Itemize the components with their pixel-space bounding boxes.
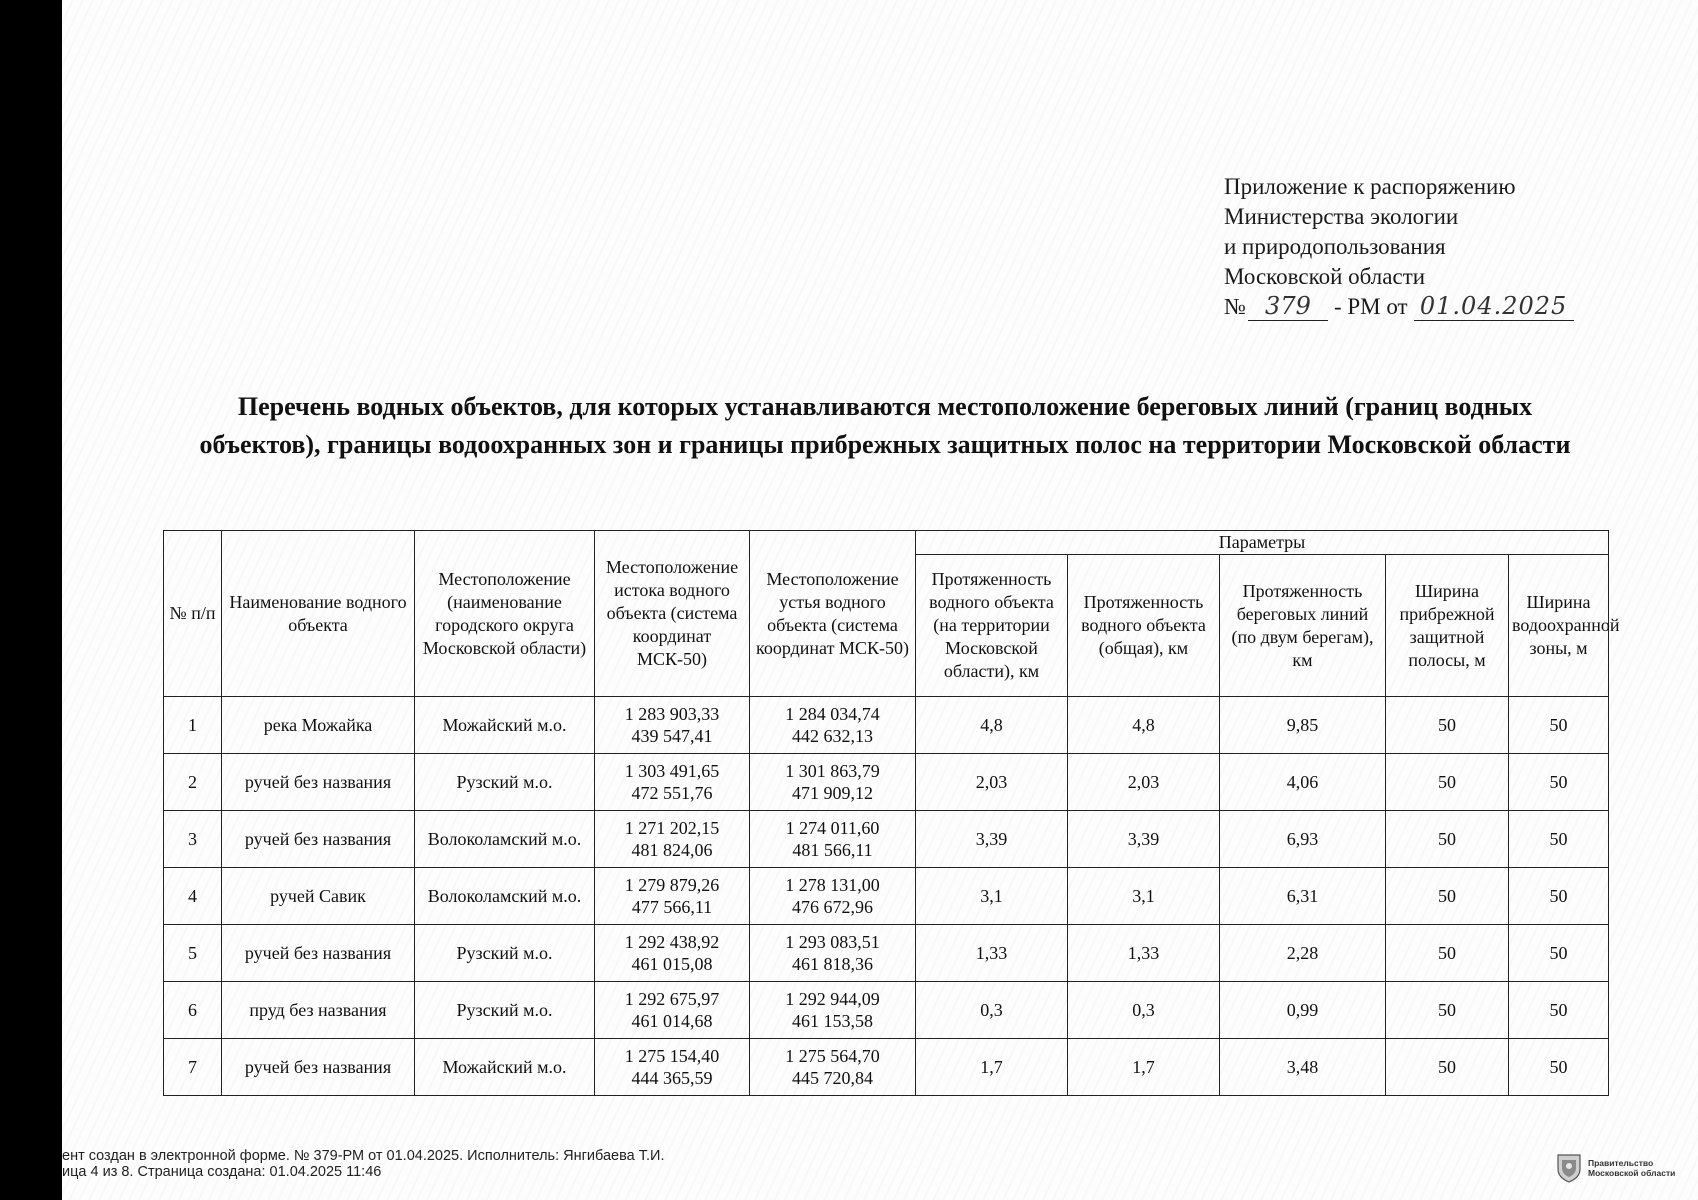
cell-coastal-width: 50 [1386,811,1509,868]
table-row [164,811,1609,868]
cell-length-total: 0,3 [1068,982,1220,1039]
cell-protection-width: 50 [1509,811,1609,868]
cell-num: 5 [164,925,222,982]
cell-coastal-width: 50 [1386,868,1509,925]
gov-logo-text [1588,1158,1675,1178]
cell-protection-width: 50 [1509,697,1609,754]
cell-shore-length: 3,48 [1220,1039,1386,1096]
scan-left-bar [0,0,62,1200]
cell-location: Рузский м.о. [415,982,595,1039]
cell-length-region: 3,39 [916,811,1068,868]
cell-location: Волоколамский м.о. [415,811,595,868]
source-y: 481 824,06 [631,840,713,860]
header-shore-length: Протяженность береговых линий (по двум берегам), км [1220,555,1386,697]
mouth-x: 1 301 863,79 [785,761,880,781]
cell-mouth [750,754,916,811]
table-row [164,1039,1609,1096]
cell-name: ручей Савик [222,868,415,925]
mouth-x: 1 278 131,00 [785,875,880,895]
rm-from-label: - РМ от [1333,294,1408,319]
header-location: Местоположение (наименование городского округа Московской области) [415,531,595,697]
cell-name: ручей без названия [222,754,415,811]
cell-length-region: 1,33 [916,925,1068,982]
source-x: 1 283 903,33 [624,704,720,724]
cell-mouth [750,1039,916,1096]
cell-source [595,868,750,925]
mouth-y: 442 632,13 [792,726,873,746]
cell-shore-length: 9,85 [1220,697,1386,754]
cell-location: Можайский м.о. [415,697,595,754]
moscow-region-emblem-icon [1556,1153,1582,1183]
cell-coastal-width: 50 [1386,982,1509,1039]
cell-location: Рузский м.о. [415,925,595,982]
cell-length-total: 2,03 [1068,754,1220,811]
cell-protection-width: 50 [1509,925,1609,982]
source-y: 461 014,68 [631,1011,713,1031]
source-y: 461 015,08 [631,954,713,974]
table-header-row-1 [164,531,1609,555]
header-num: № п/п [164,531,222,697]
cell-length-total: 1,33 [1068,925,1220,982]
header-length-total: Протяженность водного объекта (общая), км [1068,555,1220,697]
mouth-x: 1 275 564,70 [785,1046,880,1066]
cell-name: ручей без названия [222,811,415,868]
header-name: Наименование водного объекта [222,531,415,697]
cell-length-total: 3,1 [1068,868,1220,925]
cell-protection-width: 50 [1509,1039,1609,1096]
cell-coastal-width: 50 [1386,925,1509,982]
water-objects-table [163,530,1620,1096]
source-x: 1 292 675,97 [624,989,720,1009]
cell-length-region: 3,1 [916,868,1068,925]
mouth-y: 461 153,58 [792,1011,873,1031]
header-coastal-width: Ширина прибрежной защитной полосы, м [1386,555,1509,697]
table-row [164,868,1609,925]
cell-length-region: 0,3 [916,982,1068,1039]
table-row [164,754,1609,811]
cell-length-region: 4,8 [916,697,1068,754]
document-title: Перечень водных объектов, для которых устанавливаются местоположение береговых линий (границ водных объектов), границы водоохранных зон и границы прибрежных защитных полос на территории Московской области [199,392,1571,459]
cell-length-total: 4,8 [1068,697,1220,754]
cell-shore-length: 6,31 [1220,868,1386,925]
cell-length-total: 3,39 [1068,811,1220,868]
cell-num: 4 [164,868,222,925]
mouth-x: 1 274 011,60 [785,818,880,838]
mouth-x: 1 284 034,74 [785,704,880,724]
mouth-y: 481 566,11 [792,840,873,860]
handwritten-number: 379 [1248,292,1328,321]
cell-mouth [750,925,916,982]
cell-source [595,697,750,754]
mouth-x: 1 293 083,51 [785,932,880,952]
footer-line-2: ица 4 из 8. Страница создана: 01.04.2025 11:46 [62,1164,382,1180]
cell-location: Волоколамский м.о. [415,868,595,925]
source-x: 1 303 491,65 [624,761,720,781]
appendix-line-3: и природопользования [1224,234,1446,259]
cell-source [595,982,750,1039]
handwritten-date: 01.04.2025 [1414,292,1574,321]
cell-num: 1 [164,697,222,754]
appendix-block [1224,172,1584,322]
source-x: 1 275 154,40 [624,1046,720,1066]
appendix-number-line [1224,292,1584,322]
source-y: 439 547,41 [631,726,713,746]
mouth-y: 461 818,36 [792,954,873,974]
header-source: Местоположение истока водного объекта (система координат МСК-50) [595,531,750,697]
header-mouth: Местоположение устья водного объекта (система координат МСК-50) [750,531,916,697]
cell-num: 7 [164,1039,222,1096]
mouth-x: 1 292 944,09 [785,989,880,1009]
table-row [164,697,1609,754]
gov-logo-line-2: Московской области [1588,1168,1676,1178]
cell-protection-width: 50 [1509,754,1609,811]
cell-length-region: 2,03 [916,754,1068,811]
source-y: 477 566,11 [631,897,713,917]
table-body [164,697,1609,1096]
table-row [164,925,1609,982]
cell-name: ручей без названия [222,925,415,982]
header-params: Параметры [916,531,1609,555]
cell-coastal-width: 50 [1386,754,1509,811]
cell-coastal-width: 50 [1386,1039,1509,1096]
cell-protection-width: 50 [1509,868,1609,925]
cell-name: ручей без названия [222,1039,415,1096]
document-footer [62,1148,664,1180]
cell-shore-length: 6,93 [1220,811,1386,868]
cell-source [595,754,750,811]
government-logo [1556,1153,1675,1183]
mouth-y: 476 672,96 [792,897,873,917]
mouth-y: 471 909,12 [792,783,873,803]
cell-num: 3 [164,811,222,868]
cell-source [595,811,750,868]
source-x: 1 292 438,92 [624,932,720,952]
appendix-line-4: Московской области [1224,264,1426,289]
source-y: 472 551,76 [631,783,713,803]
cell-mouth [750,811,916,868]
source-x: 1 279 879,26 [624,875,720,895]
appendix-line-1: Приложение к распоряжению [1224,174,1516,199]
appendix-line-2: Министерства экологии [1224,204,1459,229]
number-prefix: № [1224,294,1246,319]
mouth-y: 445 720,84 [792,1068,873,1088]
cell-name: пруд без названия [222,982,415,1039]
cell-num: 2 [164,754,222,811]
cell-mouth [750,697,916,754]
cell-location: Рузский м.о. [415,754,595,811]
cell-source [595,1039,750,1096]
cell-source [595,925,750,982]
cell-coastal-width: 50 [1386,697,1509,754]
footer-line-1: ент создан в электронной форме. № 379-РМ от 01.04.2025. Исполнитель: Янгибаева Т.И. [62,1148,665,1164]
cell-name: река Можайка [222,697,415,754]
source-x: 1 271 202,15 [624,818,720,838]
cell-mouth [750,868,916,925]
cell-mouth [750,982,916,1039]
cell-length-region: 1,7 [916,1039,1068,1096]
cell-num: 6 [164,982,222,1039]
gov-logo-line-1: Правительство [1588,1158,1654,1168]
cell-protection-width: 50 [1509,982,1609,1039]
cell-shore-length: 4,06 [1220,754,1386,811]
source-y: 444 365,59 [631,1068,713,1088]
table-row [164,982,1609,1039]
cell-shore-length: 0,99 [1220,982,1386,1039]
cell-length-total: 1,7 [1068,1039,1220,1096]
cell-location: Можайский м.о. [415,1039,595,1096]
header-length-region: Протяженность водного объекта (на территории Московской области), км [916,555,1068,697]
header-protection-width: Ширина водоохранной зоны, м [1509,555,1609,697]
cell-shore-length: 2,28 [1220,925,1386,982]
